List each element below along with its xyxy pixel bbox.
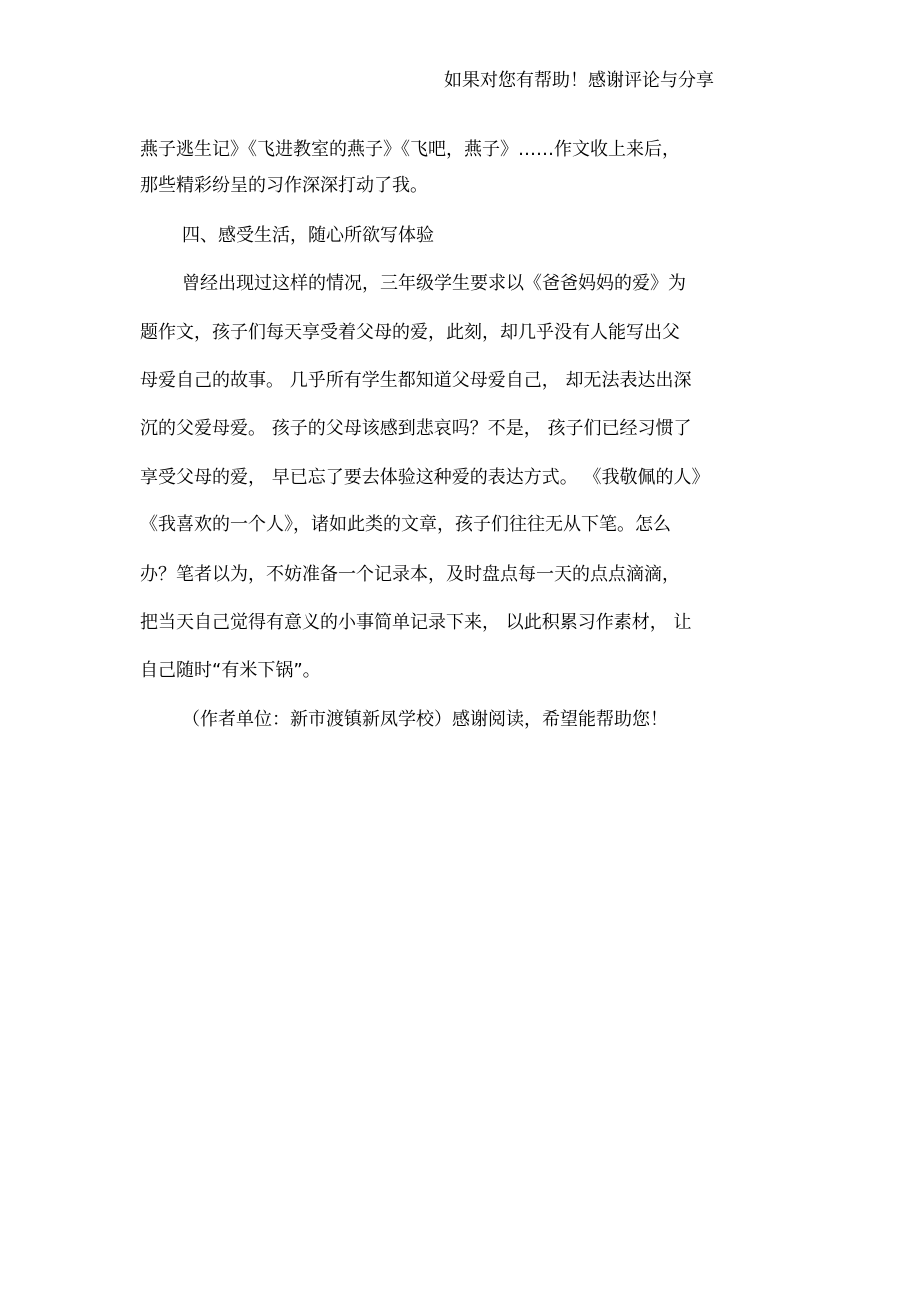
section-heading: 四、感受生活，随心所欲写体验 [182,225,434,246]
text-line-3: 曾经出现过这样的情况，三年级学生要求以《爸爸妈妈的爱》为 [182,273,686,294]
text-line-9: 办？笔者以为，不妨准备一个记录本，及时盘点每一天的点点滴滴， [140,564,680,585]
author-note: （作者单位：新市渡镇新凤学校）感谢阅读，希望能帮助您！ [182,709,668,730]
text-line-6: 沉的父爱母爱。 孩子的父母该感到悲哀吗？不是， 孩子们已经习惯了 [140,418,692,439]
text-line-4: 题作文，孩子们每天享受着父母的爱，此刻，却几乎没有人能写出父 [140,322,680,343]
header-note: 如果对您有帮助！感谢评论与分享 [444,70,714,91]
text-line-1: 燕子逃生记》《飞进教室的燕子》《飞吧，燕子》……作文收上来后， [140,139,680,160]
text-line-10: 把当天自己觉得有意义的小事简单记录下来， 以此积累习作素材， 让 [140,612,692,633]
text-line-7: 享受父母的爱， 早已忘了要去体验这种爱的表达方式。 《我敬佩的人》 [140,467,710,488]
text-line-11: 自己随时“有米下锅”。 [140,660,321,681]
text-line-8: 《我喜欢的一个人》，诸如此类的文章，孩子们往往无从下笔。怎么 [140,514,671,535]
text-line-2: 那些精彩纷呈的习作深深打动了我。 [140,175,428,196]
text-line-5: 母爱自己的故事。 几乎所有学生都知道父母爱自己， 却无法表达出深 [140,370,692,391]
